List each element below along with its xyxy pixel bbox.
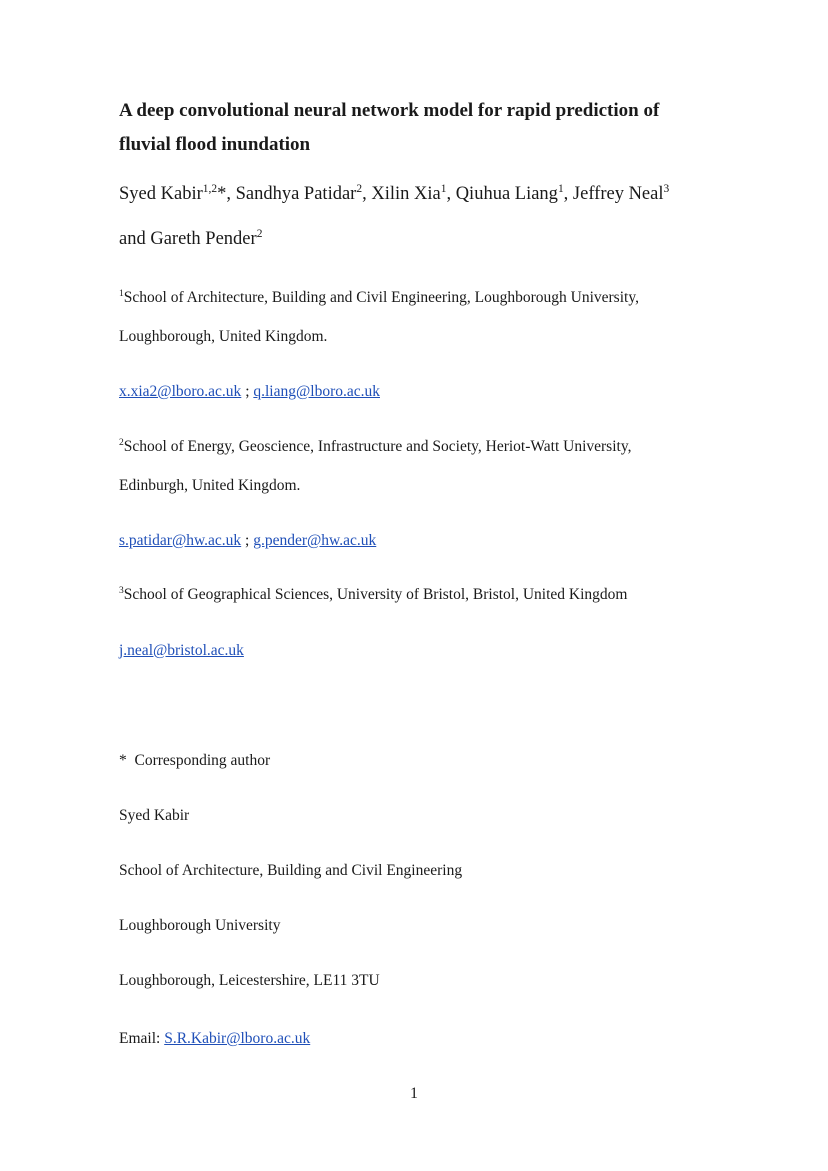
email-link[interactable]: j.neal@bristol.ac.uk bbox=[119, 642, 244, 659]
paper-title-line-1: A deep convolutional neural network model for rapid prediction of bbox=[119, 100, 660, 121]
author-name: Gareth Pender bbox=[150, 229, 257, 249]
author-separator: , bbox=[226, 184, 236, 204]
affiliation-text: School of Architecture, Building and Civil Engineering, Loughborough University, bbox=[123, 289, 639, 306]
corresponding-author-name: Syed Kabir bbox=[119, 807, 190, 824]
corresponding-author-address: Loughborough, Leicestershire, LE11 3TU bbox=[119, 972, 380, 989]
author-affiliation-mark: 2 bbox=[356, 182, 363, 195]
affiliation-mark: 2 bbox=[119, 436, 124, 448]
author-affiliation-mark: 1 bbox=[557, 182, 564, 195]
author-affiliation-mark: 3 bbox=[663, 182, 670, 195]
affiliation-3-line-1 bbox=[119, 584, 628, 603]
affiliation-2-line-2: Edinburgh, United Kingdom. bbox=[119, 477, 301, 494]
affiliation-1-emails bbox=[119, 384, 380, 400]
affiliation-text: School of Energy, Geoscience, Infrastructure and Society, Heriot-Watt University, bbox=[123, 438, 632, 455]
affiliation-1-line-1 bbox=[119, 287, 639, 306]
author-name: Jeffrey Neal bbox=[572, 184, 664, 204]
email-link[interactable]: s.patidar@hw.ac.uk bbox=[119, 532, 242, 549]
email-separator: ; bbox=[241, 383, 254, 400]
email-link[interactable]: g.pender@hw.ac.uk bbox=[253, 532, 377, 549]
author-name: Xilin Xia bbox=[371, 184, 441, 204]
page-number: 1 bbox=[410, 1085, 418, 1102]
affiliation-mark: 1 bbox=[119, 287, 124, 299]
author-separator: , bbox=[446, 184, 456, 204]
corresponding-author-heading: * Corresponding author bbox=[119, 752, 271, 769]
corresponding-author-university: Loughborough University bbox=[119, 917, 281, 934]
affiliation-mark: 3 bbox=[119, 584, 124, 596]
affiliation-2-line-1 bbox=[119, 436, 632, 455]
authors-line-1 bbox=[119, 182, 670, 204]
email-link[interactable]: q.liang@lboro.ac.uk bbox=[253, 383, 380, 400]
author-name: Syed Kabir bbox=[119, 184, 203, 204]
affiliation-text: School of Geographical Sciences, University of Bristol, Bristol, United Kingdom bbox=[123, 586, 628, 603]
email-link[interactable]: S.R.Kabir@lboro.ac.uk bbox=[164, 1030, 311, 1047]
email-separator: ; bbox=[241, 532, 254, 549]
affiliation-3-emails bbox=[119, 643, 244, 659]
affiliation-1-line-2: Loughborough, United Kingdom. bbox=[119, 328, 328, 345]
corresponding-author-email-line bbox=[119, 1031, 310, 1047]
email-link[interactable]: x.xia2@lboro.ac.uk bbox=[119, 383, 242, 400]
author-affiliation-mark: 1,2 bbox=[202, 182, 218, 195]
affiliation-2-emails bbox=[119, 533, 376, 549]
corresponding-author-mark: * bbox=[217, 184, 227, 204]
paper-title-line-2: fluvial flood inundation bbox=[119, 134, 311, 155]
author-name: Qiuhua Liang bbox=[455, 184, 558, 204]
author-separator: , bbox=[362, 184, 372, 204]
email-label: Email: bbox=[119, 1030, 165, 1047]
corresponding-author-department: School of Architecture, Building and Civil Engineering bbox=[119, 862, 463, 879]
author-name: Sandhya Patidar bbox=[235, 184, 357, 204]
authors-line-2 bbox=[119, 227, 263, 249]
author-affiliation-mark: 2 bbox=[256, 227, 263, 240]
author-separator: , bbox=[563, 184, 573, 204]
author-conjunction: and bbox=[119, 229, 151, 249]
author-affiliation-mark: 1 bbox=[440, 182, 447, 195]
